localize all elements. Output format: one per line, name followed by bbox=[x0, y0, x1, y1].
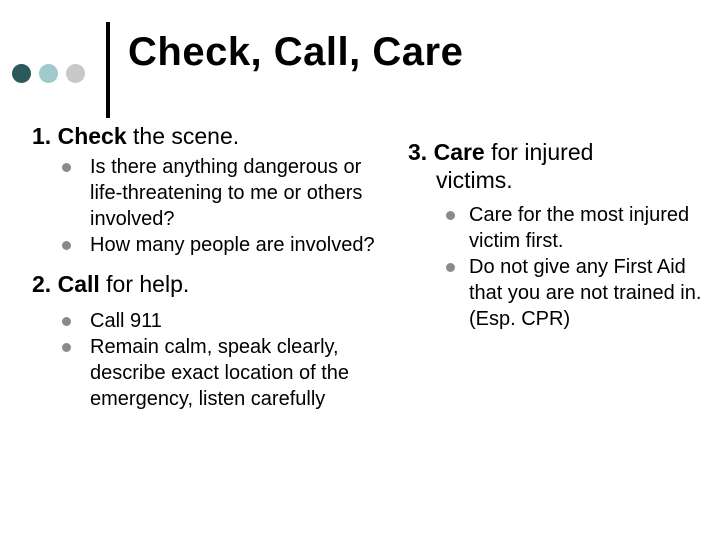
bullet-icon bbox=[62, 317, 71, 326]
call-bullet-1 bbox=[32, 308, 392, 334]
care-bullet-1-text: Care for the most injured victim first. bbox=[469, 204, 690, 252]
item-call-rest: for help. bbox=[99, 271, 190, 297]
call-bullet-1-text: Call 911 bbox=[90, 310, 162, 332]
item-check-number: 1. bbox=[32, 123, 52, 149]
item-call-keyword: Call bbox=[57, 271, 100, 297]
care-bullet-2 bbox=[408, 254, 718, 332]
check-bullet-2 bbox=[32, 232, 392, 258]
right-column bbox=[408, 138, 718, 332]
check-bullet-1-text: Is there anything dangerous or life-threatening to me or others involved? bbox=[90, 156, 363, 230]
item-care-number: 3. bbox=[408, 139, 428, 165]
decorative-dots bbox=[12, 64, 102, 86]
dot-dark-teal bbox=[12, 64, 31, 83]
item-care-keyword: Care bbox=[433, 139, 485, 165]
call-bullet-2-text: Remain calm, speak clearly, describe exact location of the emergency, listen carefully bbox=[90, 336, 350, 410]
item-care bbox=[408, 138, 718, 194]
call-bullet-2 bbox=[32, 334, 392, 412]
item-check-keyword: Check bbox=[57, 123, 127, 149]
slide-title: Check, Call, Care bbox=[128, 30, 464, 74]
check-bullet-2-text: How many people are involved? bbox=[90, 234, 375, 256]
care-bullet-2-text: Do not give any First Aid that you are not trained in. (Esp. CPR) bbox=[469, 256, 702, 330]
left-column bbox=[32, 122, 392, 412]
item-call bbox=[32, 270, 392, 298]
title-divider bbox=[106, 22, 110, 118]
bullet-icon bbox=[62, 241, 71, 250]
check-bullet-1 bbox=[32, 154, 392, 232]
dot-light-teal bbox=[39, 64, 58, 83]
bullet-icon bbox=[446, 211, 455, 220]
bullet-icon bbox=[62, 343, 71, 352]
item-check bbox=[32, 122, 392, 150]
item-care-rest-line2: victims. bbox=[436, 167, 513, 193]
bullet-icon bbox=[446, 263, 455, 272]
care-bullet-1 bbox=[408, 202, 718, 254]
dot-gray bbox=[66, 64, 85, 83]
item-care-rest: for injured bbox=[484, 139, 594, 165]
item-check-rest: the scene. bbox=[126, 123, 240, 149]
item-call-number: 2. bbox=[32, 271, 52, 297]
bullet-icon bbox=[62, 163, 71, 172]
